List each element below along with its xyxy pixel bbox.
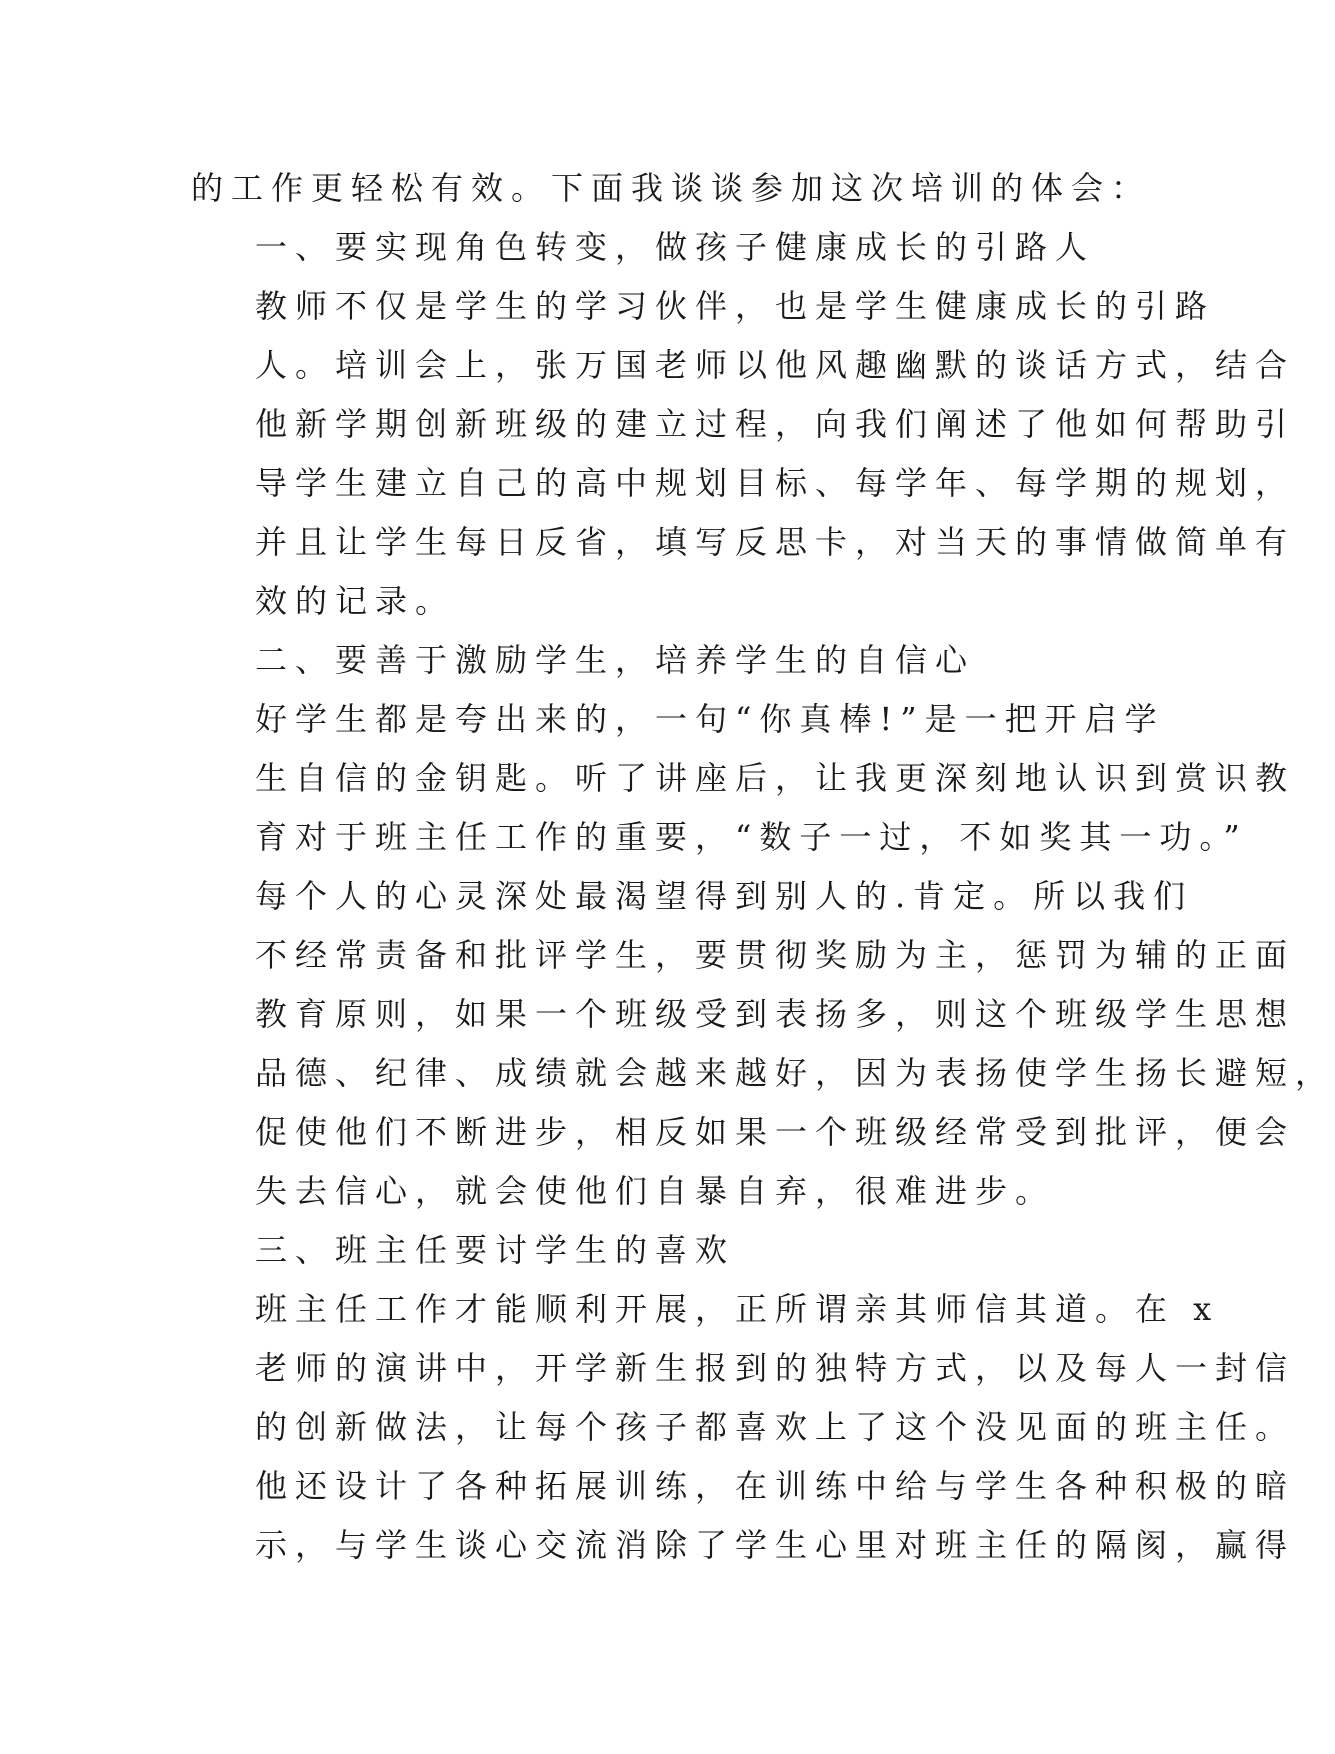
text-line: 每个人的心灵深处最渴望得到别人的.肯定。所以我们 — [255, 877, 1194, 915]
text-line: 不经常责备和批评学生，要贯彻奖励为主，惩罚为辅的正面 — [255, 936, 1296, 974]
paragraph — [191, 218, 1096, 277]
paragraph — [191, 1221, 1066, 1280]
text-line: 好学生都是夸出来的，一句“你真棒!”是一把开启学 — [255, 700, 1165, 738]
text-line: 失去信心，就会使他们自暴自弃，很难进步。 — [255, 1172, 1056, 1210]
text-line: 教育原则，如果一个班级受到表扬多，则这个班级学生思想 — [255, 995, 1296, 1033]
text-line: 人。培训会上，张万国老师以他风趣幽默的谈话方式，结合 — [255, 346, 1296, 384]
text-line: 三、班主任要讨学生的喜欢 — [255, 1231, 736, 1269]
paragraph — [191, 867, 1335, 1221]
document-body — [191, 159, 1335, 1575]
text-line: 老师的演讲中，开学新生报到的独特方式，以及每人一封信 — [255, 1349, 1296, 1387]
text-line: 示，与学生谈心交流消除了学生心里对班主任的隔阂，赢得 — [255, 1526, 1296, 1564]
text-line: 他还设计了各种拓展训练，在训练中给与学生各种积极的暗 — [255, 1467, 1296, 1505]
text-line: 的工作更轻松有效。下面我谈谈参加这次培训的体会： — [191, 169, 1152, 207]
text-line: 导学生建立自己的高中规划目标、每学年、每学期的规划， — [255, 464, 1296, 502]
text-line: 并且让学生每日反省，填写反思卡，对当天的事情做简单有 — [255, 523, 1296, 561]
text-line: 品德、纪律、成绩就会越来越好，因为表扬使学生扬长避短， — [255, 1054, 1335, 1092]
paragraph — [191, 159, 1152, 218]
text-line: 促使他们不断进步，相反如果一个班级经常受到批评，便会 — [255, 1113, 1296, 1151]
paragraph — [191, 1280, 1296, 1575]
text-line: 效的记录。 — [255, 582, 456, 620]
text-line: 二、要善于激励学生，培养学生的自信心 — [255, 641, 976, 679]
text-line: 他新学期创新班级的建立过程，向我们阐述了他如何帮助引 — [255, 405, 1296, 443]
paragraph — [191, 277, 1296, 631]
text-line: 班主任工作才能顺利开展，正所谓亲其师信其道。在 x — [255, 1290, 1220, 1328]
text-line: 一、要实现角色转变，做孩子健康成长的引路人 — [255, 228, 1096, 266]
text-line: 生自信的金钥匙。听了讲座后，让我更深刻地认识到赏识教 — [255, 759, 1296, 797]
paragraph — [191, 631, 1066, 690]
text-line: 育对于班主任工作的重要，“数子一过，不如奖其一功。” — [255, 818, 1248, 856]
text-line: 教师不仅是学生的学习伙伴，也是学生健康成长的引路 — [255, 287, 1216, 325]
paragraph — [191, 690, 1296, 867]
text-line: 的创新做法，让每个孩子都喜欢上了这个没见面的班主任。 — [255, 1408, 1296, 1446]
